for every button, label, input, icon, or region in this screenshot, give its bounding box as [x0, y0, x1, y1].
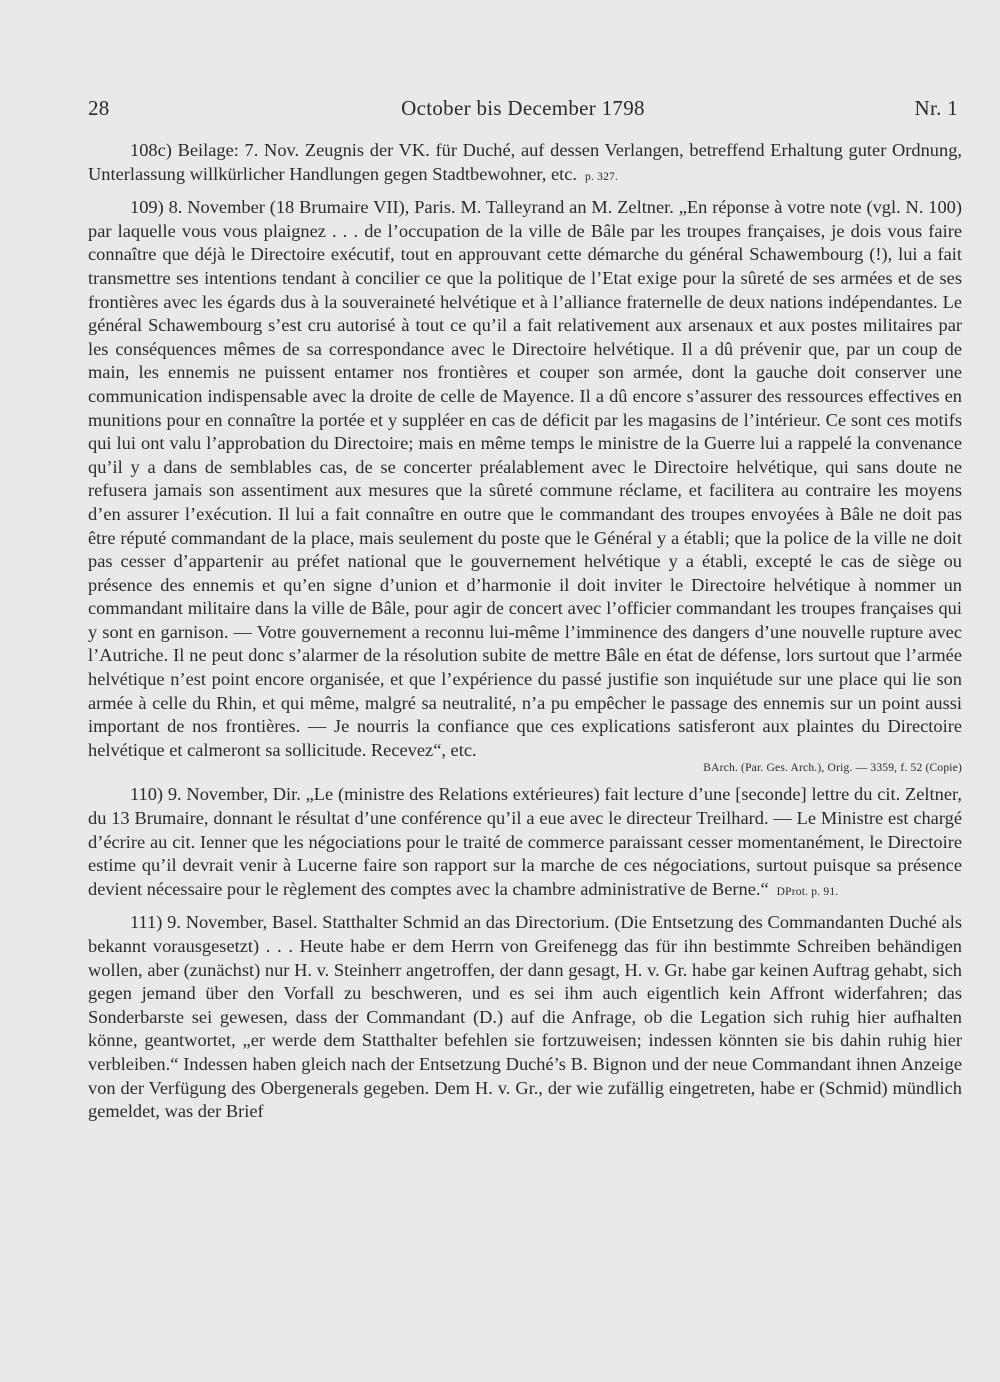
entry-text: 110) 9. November, Dir. „Le (ministre des Relations extérieures) fait lecture d’une [seconde] lettre du cit. Zeltner, du 13 Brumaire, donnant le résultat d’une conférence qu’il a eue avec le directeur Treilhard. — Le Ministre est chargé d’écrire au cit. Ienner que les négociations pour le traité de commerce paraissant cesser momentanément, le Directoire estime qu’il devrait venir à Lucerne faire son rapport sur la marche de ces négociations, surtout puisque sa présence devient nécessaire pour le règlement des comptes avec la chambre administrative de Berne.“ — [88, 784, 962, 899]
entry-108c — [88, 139, 962, 189]
source-reference: BArch. (Par. Ges. Arch.), Orig. — 3359, f. 52 (Copie) — [703, 762, 962, 775]
issue-number: Nr. 1 — [914, 96, 958, 120]
entry-110 — [88, 783, 962, 904]
page-header — [88, 96, 958, 128]
entry-text: 111) 9. November, Basel. Statthalter Schmid an das Directorium. (Die Entsetzung des Commandanten Duché als bekannt vorausgesetzt) . . . Heute habe er dem Herrn von Greifenegg das für ihn bestimmte Schreiben behändigen wollen, aber (zunächst) nur H. v. Steinherr angetroffen, der dann gesagt, H. v. Gr. habe gar keinen Auftrag gehabt, sich gegen jemand über den Vorfall zu beschweren, und es sei ihm auch eigentlich kein Affront widerfahren; das Sonderbarste sei gewesen, dass der Commandant (D.) auf die Anfrage, ob die Legation sich ruhig hier aufhalten könne, geantwortet, „er werde dem Statthalter befehlen sie fortzuweisen; indessen könnten sie bis dahin ruhig hier verbleiben.“ Indessen haben gleich nach der Entsetzung Duché’s B. Bignon und der neue Commandant ihnen Anzeige von der Verfügung des Obergenerals gegeben. Dem H. v. Gr., der wie zufällig eingetreten, habe er (Schmid) mündlich gemeldet, was der Brief — [88, 912, 962, 1122]
document-body — [88, 139, 962, 1124]
page-number: 28 — [88, 96, 110, 120]
entry-text: 109) 8. November (18 Brumaire VII), Paris. M. Talleyrand an M. Zeltner. „En réponse à votre note (vgl. N. 100) par laquelle vous vous plaignez . . . de l’occupation de la ville de Bâle par les troupes françaises, je dois vous faire connaître que déjà le Directoire exécutif, tout en approuvant cette démarche du général Schawembourg (!), lui a fait transmettre ses intentions tendant à concilier ce que la politique de l’Etat exige pour la sûreté de ses armées et de ses frontières avec les égards dus à la souveraineté helvétique et à l’alliance fraternelle de deux nations indépendantes. Le général Schawembourg s’est cru autorisé à tout ce qu’il a fait relativement aux arsenaux et aux postes militaires par les conséquences mêmes de sa correspondance avec le Directoire helvétique. Il a dû prévenir que, par un coup de main, les ennemis ne puissent entamer nos frontières et couper son armée, dont la gauche doit conserver une communication indispensable avec la droite de celle de Mayence. Il a dû encore s’assurer des ressources effectives en munitions pour en connaître la portée et y suppléer en cas de déficit par les magasins de l’intérieur. Ce sont ces motifs qui lui ont valu l’approbation du Directoire; mais en même temps le ministre de la Guerre lui a rappelé la convenance qu’il y a dans de semblables cas, de se concerter préalablement avec le Directoire helvétique, qui sans doute ne refusera jamais son assentiment aux mesures que la sûreté commune réclame, et facilitera au contraire les moyens d’en assurer l’exécution. Il lui a fait connaître en outre que le commandant des troupes envoyées à Bâle ne doit pas être réputé commandant de la place, mais seulement du poste que le Général y a établi; que la police de la ville ne doit pas cesser d’appartenir au préfet national que le gouvernement helvétique y a établi, excepté le cas de siège ou présence des ennemis et qu’en signe d’union et d’harmonie il doit inviter le Directoire helvétique à nommer un commandant militaire dans la ville de Bâle, pour agir de concert avec l’officier commandant les troupes françaises qui y sont en garnison. — Votre gouvernement a reconnu lui-même l’imminence des dangers d’une nouvelle rupture avec l’Autriche. Il ne peut donc s’alarmer de la résolution subite de mettre Bâle en état de défense, lors surtout que l’armée helvétique n’est point encore organisée, et que l’expérience du passé justifie son inquiétude sur une place qui lie son armée à celle du Rhin, et qui même, malgré sa neutralité, n’a pu empêcher le passage des ennemis sur un point aussi important de nos frontières. — Je nourris la confiance que ces explications satisferont aux plaintes du Directoire helvétique et calmeront sa sollicitude. Recevez“, etc. — [88, 197, 962, 760]
entry-111 — [88, 911, 962, 1123]
running-title: October bis December 1798 — [401, 96, 645, 120]
entry-text: 108c) Beilage: 7. Nov. Zeugnis der VK. für Duché, auf dessen Verlangen, betreffend Erhaltung guter Ordnung, Unterlassung willkürlicher Handlungen gegen Stadtbewohner, etc. — [88, 140, 962, 184]
source-reference: p. 327. — [585, 170, 619, 183]
entry-109 — [88, 196, 962, 776]
source-reference: DProt. p. 91. — [776, 885, 839, 898]
